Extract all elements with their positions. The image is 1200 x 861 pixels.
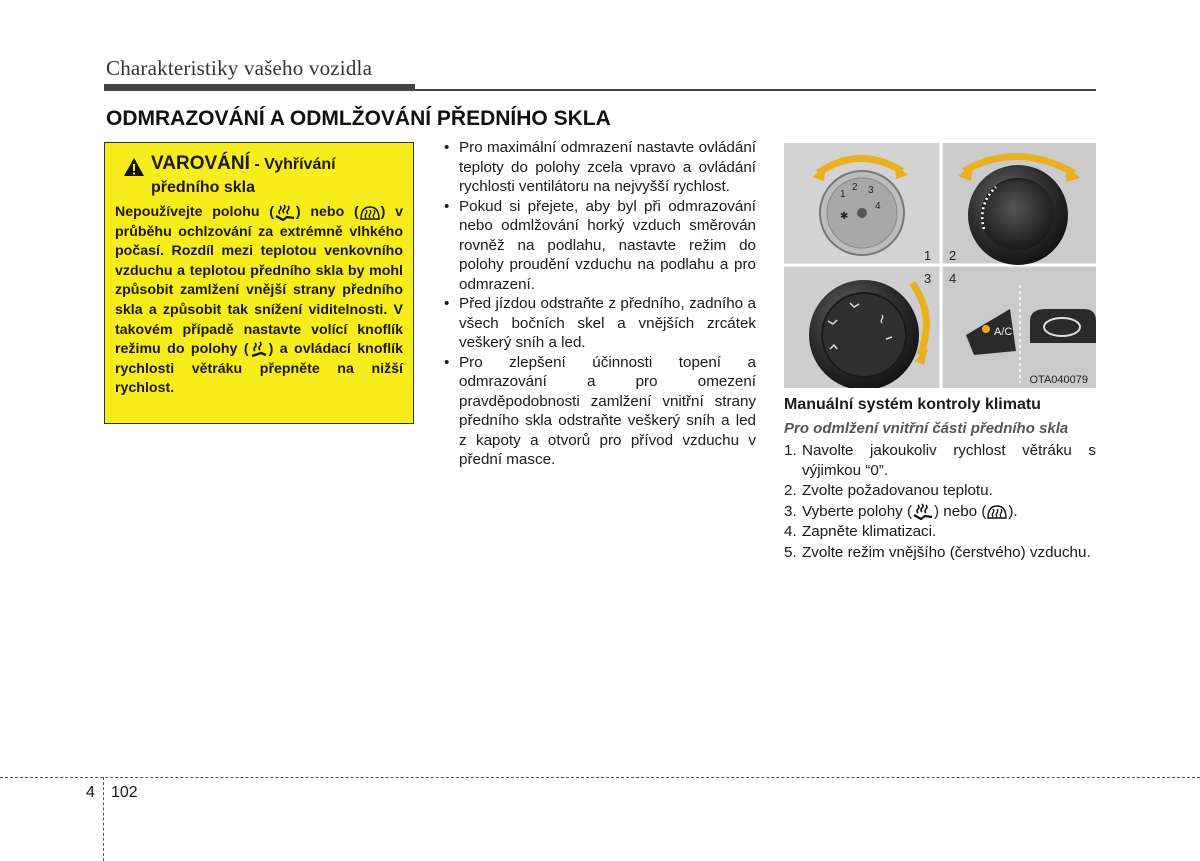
svg-text:3: 3	[868, 185, 874, 196]
warning-text-part: ) nebo (	[295, 204, 359, 220]
bullet-item: • Pro maximální odmrazení nastavte ovládání teploty do polohy zcela vpravo a ovládání rychlosti ventilátoru na nejvyšší rychlost.	[442, 138, 756, 197]
panel-label-4: 4	[949, 271, 957, 286]
step-item: 3. Vyberte polohy ( ) nebo ( ).	[784, 502, 1018, 520]
panel-label-1: 1	[924, 248, 932, 263]
defrost-icon	[359, 204, 381, 221]
warning-triangle-icon	[123, 157, 145, 177]
step-item: 2. Zvolte požadovanou teplotu.	[784, 482, 993, 499]
running-header: Charakteristiky vašeho vozidla	[106, 56, 373, 80]
manual-climate-section	[784, 394, 1096, 563]
chapter-number: 4	[86, 784, 95, 801]
footer-rule	[0, 777, 1200, 778]
step-item: 1. Navolte jakoukoliv rychlost větráku s výjimkou “0”.	[784, 442, 1096, 479]
warning-text-part: Nepoužívejte polohu (	[115, 204, 274, 220]
warning-subtitle: - Vyhřívání	[254, 156, 336, 173]
page-number: 102	[111, 784, 138, 801]
panel-label-3: 3	[924, 271, 932, 286]
steps-list	[784, 441, 1096, 562]
section-title: ODMRAZOVÁNÍ A ODMLŽOVÁNÍ PŘEDNÍHO SKLA	[106, 107, 611, 130]
bullet-item: • Před jízdou odstraňte z předního, zadního a všech bočních skel a vnějších zrcátek veškerý sníh a led.	[442, 294, 756, 353]
defrost-icon	[986, 503, 1008, 520]
svg-text:1: 1	[840, 189, 846, 200]
header-rule	[104, 89, 1096, 91]
climate-control-figure	[784, 143, 1096, 388]
instructions-column	[442, 138, 756, 470]
warning-text-part: ) a ovládací knoflík rychlosti větráku přepněte na nižší rychlost.	[115, 341, 403, 397]
bullet-item: • Pokud si přejete, aby byl při odmrazování nebo odmlžování horký vzduch směrován rovněž na podlahu, nastavte režim do polohy proudění vzduchu na podlahu a pro odmrazení.	[442, 197, 756, 295]
warning-text-part: ) v průběhu ochlzování za extrémně vlhkého počasí. Rozdíl mezi teplotou venkovního vzduchu a teplotou předního skla by mohl způsobit zamlžení vnější strany předního skla a způsobit tak snížení viditelnosti. V takovém případě nastavte volící knoflík režimu do polohy (	[115, 204, 403, 358]
step-item: 5. Zvolte režim vnějšího (čerstvého) vzduchu.	[784, 543, 1091, 561]
warning-word: VAROVÁNÍ	[151, 153, 250, 174]
bullet-item: • Pro zlepšení účinnosti topení a odmrazování a pro omezení pravděpodobnosti zamlžení vnitřní strany předního skla odstraňte veškerý sníh a led z kapoty a otvorů pro přívod vzduchu v přední masce.	[442, 353, 756, 470]
floor-defrost-icon	[912, 503, 934, 520]
panel-label-2: 2	[949, 248, 957, 263]
step-item: 4. Zapněte klimatizaci.	[784, 523, 937, 540]
climate-control-illustration	[784, 143, 1096, 388]
ac-label: A/C	[994, 326, 1013, 338]
warning-subtitle-2: předního skla	[151, 179, 256, 196]
footer-divider	[103, 777, 104, 861]
warning-text	[115, 203, 403, 399]
warning-box	[104, 142, 414, 424]
warning-heading	[123, 153, 403, 177]
floor-defrost-icon	[274, 204, 296, 221]
bullet-list	[442, 138, 756, 470]
manual-climate-subheading: Pro odmlžení vnitřní části předního skla	[784, 420, 1069, 437]
manual-climate-heading: Manuální systém kontroly klimatu	[784, 396, 1041, 413]
figure-code: OTA040079	[1029, 374, 1088, 386]
defrost-mode-arrow-icon	[249, 341, 269, 358]
svg-text:2: 2	[852, 182, 858, 193]
svg-text:✱: ✱	[840, 211, 849, 222]
svg-text:4: 4	[875, 201, 881, 212]
